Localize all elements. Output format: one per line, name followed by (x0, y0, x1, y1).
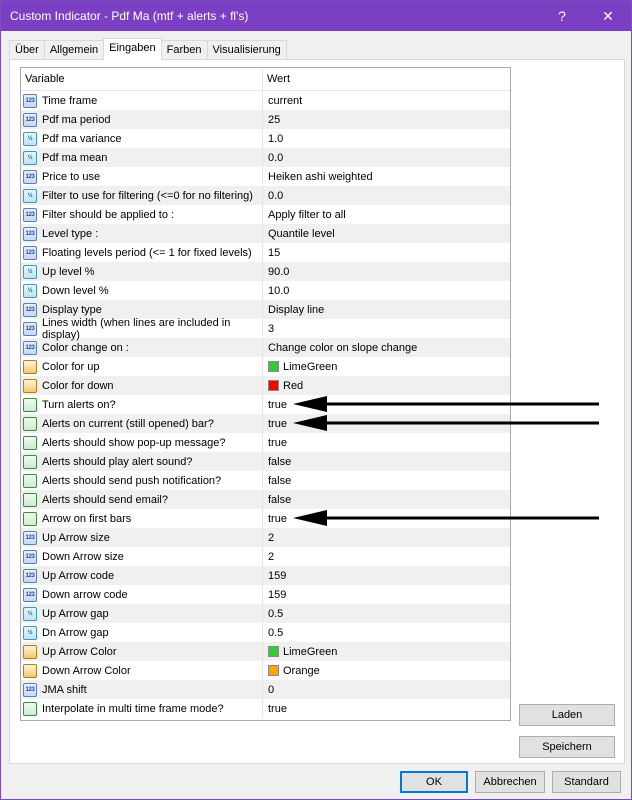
value-text: 25 (268, 113, 281, 126)
value-text: LimeGreen (283, 360, 338, 373)
variable-cell (21, 91, 263, 110)
variable-cell (21, 281, 263, 300)
variable-name: Turn alerts on? (42, 398, 116, 411)
variable-cell (21, 433, 263, 452)
bool-icon (23, 417, 37, 431)
variable-cell (21, 243, 263, 262)
table-row[interactable] (21, 566, 510, 585)
table-row[interactable] (21, 490, 510, 509)
variable-name: Up Arrow gap (42, 607, 109, 620)
color-swatch (268, 361, 279, 372)
double-icon: ½ (23, 132, 37, 146)
variable-cell (21, 528, 263, 547)
bool-icon (23, 702, 37, 716)
value-cell[interactable] (263, 585, 510, 604)
variable-cell (21, 452, 263, 471)
titlebar[interactable] (1, 1, 631, 31)
variable-name: Display type (42, 303, 102, 316)
variable-cell (21, 376, 263, 395)
int-icon: 123 (23, 531, 37, 545)
variable-name: Down level % (42, 284, 109, 297)
value-text: Red (283, 379, 304, 392)
int-icon: 123 (23, 550, 37, 564)
value-cell[interactable] (263, 642, 510, 661)
variable-cell (21, 623, 263, 642)
value-cell[interactable] (263, 490, 510, 509)
variable-name: Floating levels period (<= 1 for fixed levels) (42, 246, 252, 259)
close-button[interactable] (585, 1, 631, 31)
variable-cell (21, 316, 263, 341)
value-cell[interactable] (263, 224, 510, 243)
variable-name: Lines width (when lines are included in display) (42, 316, 231, 341)
variable-cell (21, 509, 263, 528)
variable-cell (21, 585, 263, 604)
table-row[interactable] (21, 661, 510, 680)
value-cell[interactable] (263, 433, 510, 452)
color-swatch (268, 380, 279, 391)
value-text: 1.0 (268, 132, 284, 145)
help-button[interactable] (539, 1, 585, 31)
table-row[interactable] (21, 680, 510, 699)
variable-name: Alerts should show pop-up message? (42, 436, 226, 449)
variable-name: Up Arrow size (42, 531, 110, 544)
bool-icon (23, 512, 37, 526)
variable-name: Alerts should play alert sound? (42, 455, 193, 468)
default-button[interactable]: Standard (552, 771, 621, 793)
value-text: Apply filter to all (268, 208, 346, 221)
value-cell[interactable] (263, 91, 510, 110)
double-icon: ½ (23, 189, 37, 203)
variable-cell (21, 604, 263, 623)
table-row[interactable] (21, 376, 510, 395)
variable-name: Alerts on current (still opened) bar? (42, 417, 214, 430)
color-swatch (268, 665, 279, 676)
variable-cell (21, 680, 263, 699)
value-text: 10.0 (268, 284, 290, 297)
double-icon: ½ (23, 607, 37, 621)
column-header-value[interactable]: Wert (267, 73, 291, 85)
value-cell[interactable] (263, 300, 510, 319)
value-cell[interactable] (263, 338, 510, 357)
value-cell[interactable] (263, 319, 510, 338)
value-text: false (268, 493, 292, 506)
value-text: 0.0 (268, 151, 284, 164)
table-row[interactable] (21, 699, 510, 718)
value-cell[interactable] (263, 129, 510, 148)
bool-icon (23, 436, 37, 450)
value-cell[interactable] (263, 281, 510, 300)
value-cell[interactable] (263, 186, 510, 205)
variable-name: Interpolate in multi time frame mode? (42, 702, 224, 715)
color-icon (23, 645, 37, 659)
value-text: false (268, 474, 292, 487)
tab-über[interactable]: Über (9, 40, 45, 60)
value-cell[interactable] (263, 699, 510, 718)
int-icon: 123 (23, 569, 37, 583)
value-text: 90.0 (268, 265, 290, 278)
tab-allgemein[interactable]: Allgemein (44, 40, 104, 60)
variable-cell (21, 357, 263, 376)
variable-name: Down arrow code (42, 588, 128, 601)
value-cell[interactable] (263, 623, 510, 642)
variable-name: Dn Arrow gap (42, 626, 109, 639)
table-row[interactable] (21, 604, 510, 623)
value-cell[interactable] (263, 566, 510, 585)
table-row[interactable] (21, 281, 510, 300)
variable-cell (21, 167, 263, 186)
table-row[interactable] (21, 547, 510, 566)
value-cell[interactable] (263, 357, 510, 376)
value-text: true (268, 436, 287, 449)
table-row[interactable] (21, 148, 510, 167)
value-text: true (268, 512, 287, 525)
variable-name: Alerts should send push notification? (42, 474, 222, 487)
value-text: 0.5 (268, 626, 284, 639)
variable-name: Pdf ma variance (42, 132, 122, 145)
parameters-grid (20, 67, 511, 721)
variable-name: Pdf ma mean (42, 151, 108, 164)
column-header-variable[interactable]: Variable (21, 68, 263, 90)
table-row[interactable] (21, 224, 510, 243)
value-cell[interactable] (263, 205, 510, 224)
int-icon: 123 (23, 246, 37, 260)
variable-cell (21, 490, 263, 509)
value-text: true (268, 702, 287, 715)
variable-cell (21, 110, 263, 129)
variable-cell (21, 395, 263, 414)
window-title: Custom Indicator - Pdf Ma (mtf + alerts + fl's) (10, 9, 249, 23)
value-cell[interactable] (263, 661, 510, 680)
value-text: 3 (268, 322, 275, 335)
int-icon: 123 (23, 227, 37, 241)
table-row[interactable] (21, 91, 510, 110)
table-row[interactable] (21, 623, 510, 642)
grid-header (21, 68, 510, 91)
variable-cell (21, 414, 263, 433)
value-cell[interactable] (263, 471, 510, 490)
variable-cell (21, 642, 263, 661)
tab-visualisierung[interactable]: Visualisierung (207, 40, 287, 60)
value-cell[interactable] (263, 243, 510, 262)
value-text: Heiken ashi weighted (268, 170, 373, 183)
variable-cell (21, 338, 263, 357)
int-icon: 123 (23, 683, 37, 697)
double-icon: ½ (23, 265, 37, 279)
cancel-button[interactable]: Abbrechen (475, 771, 545, 793)
int-icon: 123 (23, 113, 37, 127)
table-row[interactable] (21, 205, 510, 224)
int-icon: 123 (23, 208, 37, 222)
value-text: current (268, 94, 303, 107)
variable-cell (21, 224, 263, 243)
table-row[interactable] (21, 243, 510, 262)
bool-icon (23, 455, 37, 469)
table-row[interactable] (21, 642, 510, 661)
table-row[interactable] (21, 433, 510, 452)
table-row[interactable] (21, 167, 510, 186)
variable-cell (21, 471, 263, 490)
value-text: true (268, 417, 287, 430)
table-row[interactable] (21, 338, 510, 357)
table-row[interactable] (21, 110, 510, 129)
variable-name: Arrow on first bars (42, 512, 132, 525)
value-text: Display line (268, 303, 325, 316)
variable-name: Price to use (42, 170, 101, 183)
variable-name: Alerts should send email? (42, 493, 168, 506)
variable-cell (21, 186, 263, 205)
value-text: true (268, 398, 287, 411)
load-button[interactable]: Laden (519, 704, 615, 726)
close-icon: ✕ (602, 7, 614, 24)
ok-button[interactable]: OK (400, 771, 468, 793)
double-icon: ½ (23, 151, 37, 165)
table-row[interactable] (21, 186, 510, 205)
int-icon: 123 (23, 588, 37, 602)
double-icon: ½ (23, 284, 37, 298)
table-row[interactable] (21, 129, 510, 148)
variable-cell (21, 661, 263, 680)
variable-name: Level type : (42, 227, 99, 240)
value-text: 2 (268, 550, 275, 563)
int-icon: 123 (23, 322, 37, 336)
color-swatch (268, 646, 279, 657)
variable-name: Color change on : (42, 341, 129, 354)
value-text: 2 (268, 531, 275, 544)
variable-name: Color for up (42, 360, 100, 373)
value-cell[interactable] (263, 148, 510, 167)
variable-name: Pdf ma period (42, 113, 111, 126)
value-cell[interactable] (263, 167, 510, 186)
tab-eingaben[interactable]: Eingaben (103, 38, 162, 60)
annotation-arrow-icon (293, 396, 601, 412)
variable-name: Down Arrow size (42, 550, 124, 563)
value-text: Orange (283, 664, 320, 677)
value-text: 159 (268, 569, 287, 582)
table-row[interactable] (21, 316, 510, 341)
value-cell[interactable] (263, 262, 510, 281)
bool-icon (23, 398, 37, 412)
annotation-arrow-icon (293, 415, 601, 431)
table-row[interactable] (21, 357, 510, 376)
variable-name: Up Arrow Color (42, 645, 117, 658)
value-text: 0.5 (268, 607, 284, 620)
value-text: Change color on slope change (268, 341, 418, 354)
variable-cell (21, 699, 263, 718)
color-icon (23, 664, 37, 678)
value-text: false (268, 455, 292, 468)
value-text: LimeGreen (283, 645, 338, 658)
variable-name: Filter should be applied to : (42, 208, 175, 221)
int-icon: 123 (23, 341, 37, 355)
value-text: 0.0 (268, 189, 284, 202)
variable-cell (21, 129, 263, 148)
save-button[interactable]: Speichern (519, 736, 615, 758)
value-cell[interactable] (263, 110, 510, 129)
table-row[interactable] (21, 452, 510, 471)
double-icon: ½ (23, 626, 37, 640)
variable-cell (21, 566, 263, 585)
int-icon: 123 (23, 94, 37, 108)
bool-icon (23, 474, 37, 488)
table-row[interactable] (21, 471, 510, 490)
int-icon: 123 (23, 170, 37, 184)
tab-bar (9, 39, 286, 60)
variable-name: Filter to use for filtering (<=0 for no filtering) (42, 189, 253, 202)
value-text: 159 (268, 588, 287, 601)
tab-farben[interactable]: Farben (161, 40, 208, 60)
table-row[interactable] (21, 528, 510, 547)
help-icon: ? (558, 8, 566, 24)
variable-name: Time frame (42, 94, 98, 107)
value-cell[interactable] (263, 528, 510, 547)
value-cell[interactable] (263, 604, 510, 623)
variable-name: Up level % (42, 265, 95, 278)
variable-name: Down Arrow Color (42, 664, 131, 677)
value-text: 0 (268, 683, 275, 696)
color-icon (23, 379, 37, 393)
variable-cell (21, 148, 263, 167)
value-cell[interactable] (263, 547, 510, 566)
annotation-arrow-icon (293, 510, 601, 526)
table-row[interactable] (21, 585, 510, 604)
variable-name: Color for down (42, 379, 114, 392)
table-row[interactable] (21, 262, 510, 281)
value-text: 15 (268, 246, 281, 259)
value-cell[interactable] (263, 680, 510, 699)
value-cell[interactable] (263, 452, 510, 471)
variable-name: JMA shift (42, 683, 87, 696)
variable-cell (21, 547, 263, 566)
variable-name: Up Arrow code (42, 569, 115, 582)
variable-cell (21, 205, 263, 224)
bool-icon (23, 493, 37, 507)
value-cell[interactable] (263, 376, 510, 395)
color-icon (23, 360, 37, 374)
int-icon: 123 (23, 303, 37, 317)
value-text: Quantile level (268, 227, 335, 240)
variable-cell (21, 262, 263, 281)
